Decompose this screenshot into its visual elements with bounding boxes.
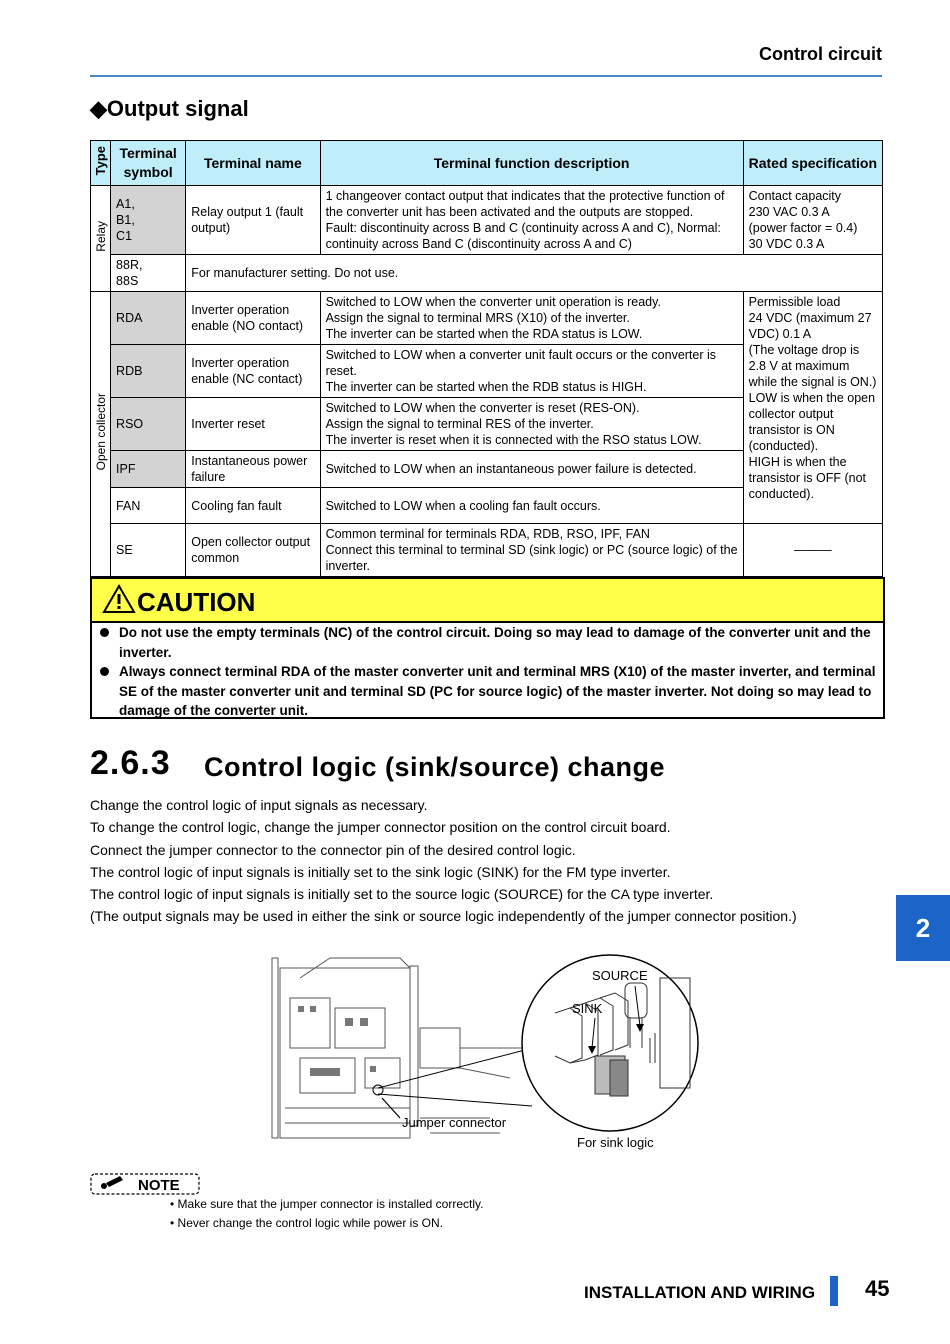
name-cell: Inverter operation enable (NO contact): [186, 292, 320, 345]
note-list: [170, 1195, 483, 1233]
caution-header: [92, 579, 883, 623]
caution-box: [90, 577, 885, 719]
description-cell: Switched to LOW when an instantaneous power failure is detected.: [320, 451, 743, 488]
description-cell: Switched to LOW when the converter is reset (RES-ON). Assign the signal to terminal RES of the inverter. The inverter is reset when it is connected with the RSO status LOW.: [320, 398, 743, 451]
chapter-tab: 2: [896, 895, 950, 961]
section-body: [90, 794, 880, 928]
header-spec: Rated specification: [743, 141, 882, 186]
paragraph: (The output signals may be used in either the sink or source logic independently of the jumper connector position.): [90, 908, 797, 925]
note-label: NOTE: [138, 1177, 180, 1194]
page-header-title: Control circuit: [758, 44, 882, 64]
spec-cell: Contact capacity 230 VAC 0.3 A (power factor = 0.4) 30 VDC 0.3 A: [743, 186, 882, 255]
table-row: [91, 292, 883, 345]
description-cell: Switched to LOW when the converter unit operation is ready. Assign the signal to terminal MRS (X10) of the inverter. The inverter can be started when the RDA status is LOW.: [320, 292, 743, 345]
bullet-icon: [100, 667, 109, 676]
sink-label: SINK: [572, 1001, 603, 1016]
warning-triangle-icon: [102, 584, 136, 614]
header-description: Terminal function description: [320, 141, 743, 186]
section-title: ◆Output signal: [90, 96, 249, 121]
group-open-collector: Open collector: [91, 292, 111, 577]
symbol-cell: SE: [111, 524, 186, 577]
footer-title: INSTALLATION AND WIRING: [584, 1283, 816, 1302]
section-number: 2.6.3: [90, 744, 171, 782]
description-cell: Switched to LOW when a converter unit fault occurs or the converter is reset. The inverter can be started when the RDB status is HIGH.: [320, 345, 743, 398]
description-cell: Common terminal for terminals RDA, RDB, RSO, IPF, FAN Connect this terminal to terminal SD (sink logic) or PC (source logic) of the inverter.: [320, 524, 743, 577]
symbol-cell: FAN: [111, 488, 186, 524]
header-symbol: Terminal symbol: [111, 141, 186, 186]
note-item: • Make sure that the jumper connector is installed correctly.: [170, 1195, 483, 1214]
name-cell: Relay output 1 (fault output): [186, 186, 320, 255]
name-cell: Inverter reset: [186, 398, 320, 451]
spec-cell: Permissible load 24 VDC (maximum 27 VDC) 0.1 A (The voltage drop is 2.8 V at maximum while the signal is ON.) LOW is when the open collector output transistor is ON (conducted). HIGH is when the transistor is OFF (not conducted).: [743, 292, 882, 524]
output-signal-table: [90, 140, 883, 577]
group-relay: Relay: [91, 186, 111, 292]
table-row: [91, 186, 883, 255]
spec-cell: ———: [743, 524, 882, 577]
symbol-cell: A1, B1, C1: [111, 186, 186, 255]
caution-list: [98, 623, 878, 721]
name-cell: Inverter operation enable (NC contact): [186, 345, 320, 398]
symbol-cell: RDB: [111, 345, 186, 398]
header-name: Terminal name: [186, 141, 320, 186]
paragraph: The control logic of input signals is initially set to the sink logic (SINK) for the FM type inverter.: [90, 863, 671, 880]
table-row: [91, 524, 883, 577]
note-item: • Never change the control logic while power is ON.: [170, 1214, 483, 1233]
name-cell: For manufacturer setting. Do not use.: [186, 255, 883, 292]
figure-caption: For sink logic: [577, 1135, 654, 1150]
name-cell: Instantaneous power failure: [186, 451, 320, 488]
symbol-cell: IPF: [111, 451, 186, 488]
header-rule: [90, 75, 882, 77]
name-cell: Open collector output common: [186, 524, 320, 577]
symbol-cell: 88R, 88S: [111, 255, 186, 292]
paragraph: To change the control logic, change the jumper connector position on the control circuit board.: [90, 819, 671, 836]
name-cell: Cooling fan fault: [186, 488, 320, 524]
symbol-cell: RDA: [111, 292, 186, 345]
section-heading: Control logic (sink/source) change: [204, 752, 666, 782]
table-row: [91, 255, 883, 292]
caution-item: Always connect terminal RDA of the master converter unit and terminal MRS (X10) of the master inverter, and terminal SE of the master converter unit and terminal SD (PC for source logic) of the master inverter. Not doing so may lead to damage of the converter unit.: [98, 662, 878, 721]
table-header-row: [91, 141, 883, 186]
jumper-connector-figure: [270, 938, 710, 1163]
paragraph: Connect the jumper connector to the connector pin of the desired control logic.: [90, 841, 576, 858]
page-number: 45: [865, 1276, 890, 1301]
caution-label: CAUTION: [137, 587, 256, 617]
bullet-icon: [100, 628, 109, 637]
description-cell: 1 changeover contact output that indicates that the protective function of the converter unit has been activated and the outputs are stopped. Fault: discontinuity across B and C (continuity across A and C), Normal: continuity across Band C (discontinuity across A and C): [320, 186, 743, 255]
source-label: SOURCE: [592, 968, 648, 983]
footer-bar: [830, 1276, 838, 1306]
note-badge: [90, 1172, 202, 1196]
symbol-cell: RSO: [111, 398, 186, 451]
header-type: Type: [91, 141, 111, 186]
jumper-connector-label: Jumper connector: [402, 1115, 507, 1130]
description-cell: Switched to LOW when a cooling fan fault occurs.: [320, 488, 743, 524]
paragraph: The control logic of input signals is initially set to the source logic (SOURCE) for the CA type inverter.: [90, 886, 714, 903]
caution-item: Do not use the empty terminals (NC) of the control circuit. Doing so may lead to damage of the converter unit and the inverter.: [98, 623, 878, 662]
paragraph: Change the control logic of input signals as necessary.: [90, 797, 428, 813]
